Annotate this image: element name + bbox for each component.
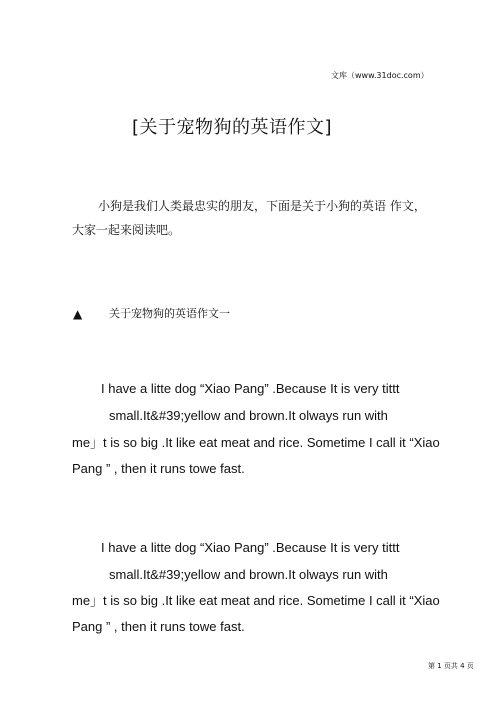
paragraph-2-line-2: small.It&#39;yellow and brown.It olways run with — [109, 567, 388, 582]
document-title: [关于宠物狗的英语作文] — [132, 117, 333, 138]
triangle-bullet-icon: ▲ — [73, 307, 83, 321]
paragraph-1-line-3: me」t is so big .It like eat meat and rice. Sometime I call it “Xiao — [72, 435, 440, 450]
paragraph-2-line-3: me」t is so big .It like eat meat and rice. Sometime I call it “Xiao — [72, 593, 440, 608]
paragraph-2-line-1: I have a litte dog “Xiao Pang” .Because It is very tittt — [101, 540, 400, 555]
section-heading: 关于宠物狗的英语作文一 — [109, 307, 230, 320]
intro-text-line-1: 小狗是我们人类最忠实的朋友，下面是关于小狗的英语 作文， — [98, 199, 426, 213]
site-source-header: 文库（www.31doc.com） — [331, 71, 429, 80]
paragraph-1-line-2: small.It&#39;yellow and brown.It olways run with — [109, 408, 388, 423]
intro-text-line-2: 大家一起来阅读吧。 — [72, 223, 181, 237]
paragraph-1-line-1: I have a litte dog “Xiao Pang” .Because It is very tittt — [101, 381, 400, 396]
paragraph-1-line-4: Pang ” , then it runs towe fast. — [72, 461, 245, 476]
page-number: 第 1 页共 4 页 — [428, 662, 474, 670]
paragraph-2-line-4: Pang ” , then it runs towe fast. — [72, 619, 245, 634]
